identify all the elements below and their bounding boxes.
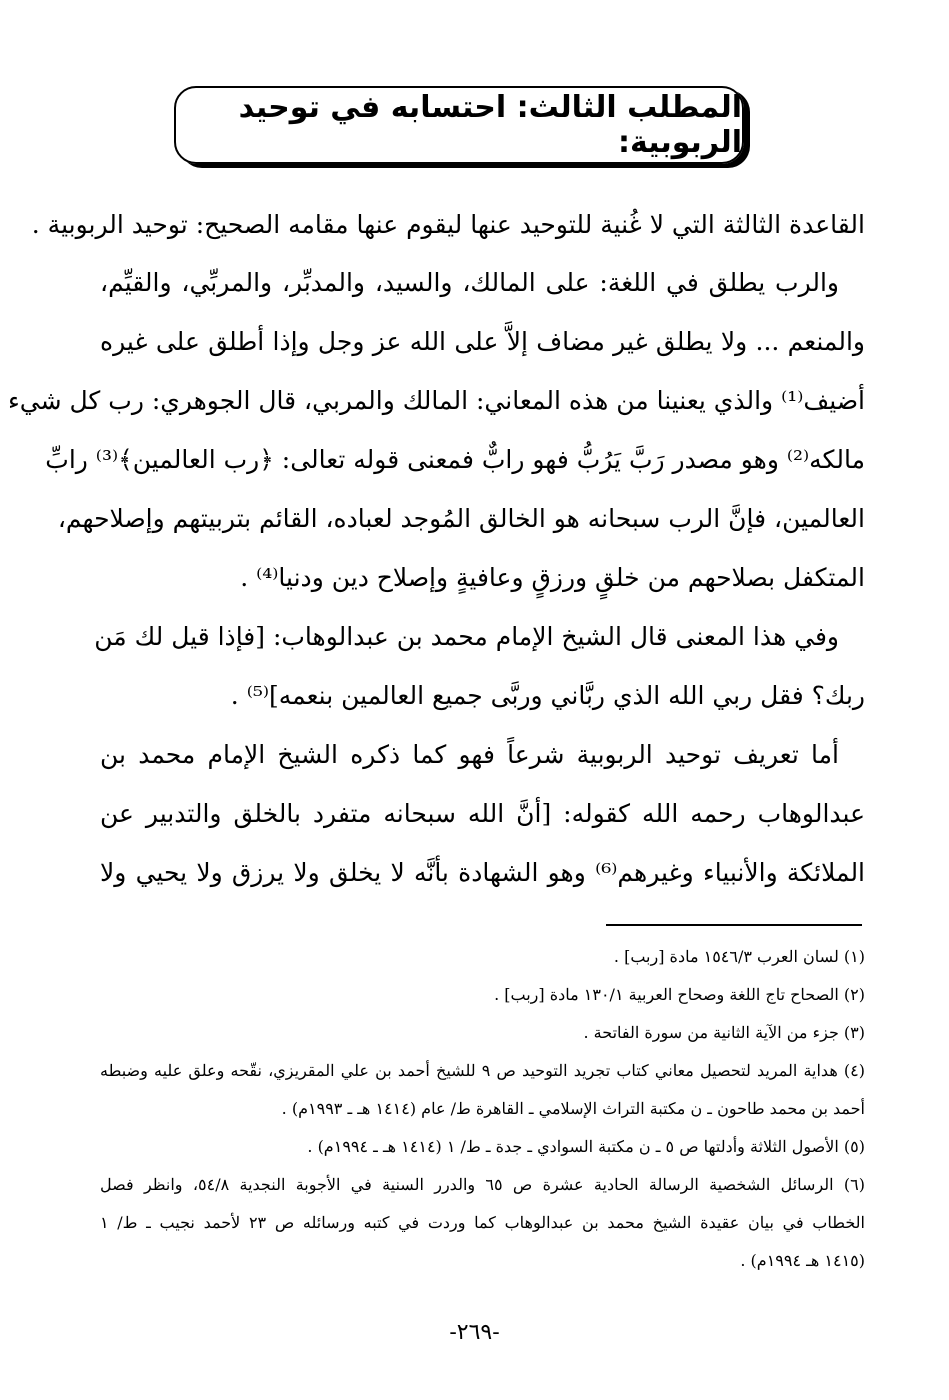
text-line: والرب يطلق في اللغة: على المالك، والسيد، والمدبِّر، والمربِّي، والقيِّم، (100, 268, 839, 297)
footnote-line: (١٤١٥ هـ ١٩٩٤م) . (740, 1251, 865, 1270)
text-line: والمنعم ... ولا يطلق غير مضاف إلاَّ على الله عز وجل وإذا أطلق على غيره (100, 327, 865, 356)
text-line: القاعدة الثالثة التي لا غُنية للتوحيد عنها ليقوم عنها مقامه الصحيح: توحيد الربوبية . (31, 210, 865, 239)
text-line: العالمين، فإنَّ الرب سبحانه هو الخالق المُوجد لعباده، القائم بتربيتهم وإصلاحهم، (57, 504, 865, 533)
text-line: مالكه⁽²⁾ وهو مصدر رَبَّ يَرُبُّ فهو رابٌّ فمعنى قوله تعالى: ﴿رب العالمين﴾⁽³⁾ رابِّ (45, 445, 865, 474)
text-line: أما تعريف توحيد الربوبية شرعاً فهو كما ذكره الشيخ الإمام محمد بن (100, 740, 839, 769)
footnote-line: (٦) الرسائل الشخصية الرسالة الحادية عشرة ص ٦٥ والدرر السنية في الأجوبة النجدية ٥٤/٨، وانظر فصل (100, 1175, 866, 1194)
text-line: الملائكة والأنبياء وغيرهم⁽⁶⁾ وهو الشهادة بأنَّه لا يخلق ولا يرزق ولا يحيي ولا (100, 858, 866, 887)
footnote-line: (٤) هداية المريد لتحصيل معاني كتاب تجريد التوحيد ص ٩ للشيخ أحمد بن علي المقريزي، نقّحه وعلق عليه وضبطه (100, 1061, 865, 1080)
text-line: المتكفل بصلاحهم من خلقٍ ورزقٍ وعافيةٍ وإصلاح دين ودنيا⁽⁴⁾ . (240, 563, 865, 592)
text-line: عبدالوهاب رحمه الله كقوله: [أنَّ الله سبحانه متفرد بالخلق والتدبير عن (100, 799, 865, 828)
footnote-line: (٥) الأصول الثلاثة وأدلتها ص ٥ ـ ن مكتبة السوادي ـ جدة ـ ط/ ١ (١٤١٤ هـ ـ ١٩٩٤م) . (307, 1137, 865, 1156)
text-line: وفي هذا المعنى قال الشيخ الإمام محمد بن عبدالوهاب: [فإذا قيل لك مَن (94, 622, 839, 651)
text-line: ربك؟ فقل ربي الله الذي ربَّاني وربَّى جميع العالمين بنعمه]⁽⁵⁾ . (230, 681, 865, 710)
footnote-line: (٢) الصحاح تاج اللغة وصحاح العربية ١٣٠/١ مادة [ربب] . (494, 985, 865, 1004)
page-number: -٢٦٩- (449, 1320, 500, 1345)
text-line: أضيف⁽¹⁾ والذي يعنينا من هذه المعاني: المالك والمربي، قال الجوهري: رب كل شيء (8, 386, 865, 415)
section-title-box (174, 86, 744, 164)
footnote-line: (٣) جزء من الآية الثانية من سورة الفاتحة . (583, 1023, 865, 1042)
footnote-divider (606, 924, 862, 926)
section-title: المطلب الثالث: احتسابه في توحيد الربوبية: (238, 90, 742, 160)
footnote-line: أحمد بن محمد طاحون ـ ن مكتبة التراث الإسلامي ـ القاهرة ط/ عام (١٤١٤ هـ ـ ١٩٩٣م) . (281, 1099, 865, 1118)
footnote-line: (١) لسان العرب ١٥٤٦/٣ مادة [ربب] . (613, 947, 865, 966)
footnote-line: الخطاب في بيان عقيدة الشيخ محمد بن عبدالوهاب كما وردت في كتبه ورسائله ص ٢٣ لأحمد نجيب ـ ط/ ١ (100, 1213, 865, 1232)
